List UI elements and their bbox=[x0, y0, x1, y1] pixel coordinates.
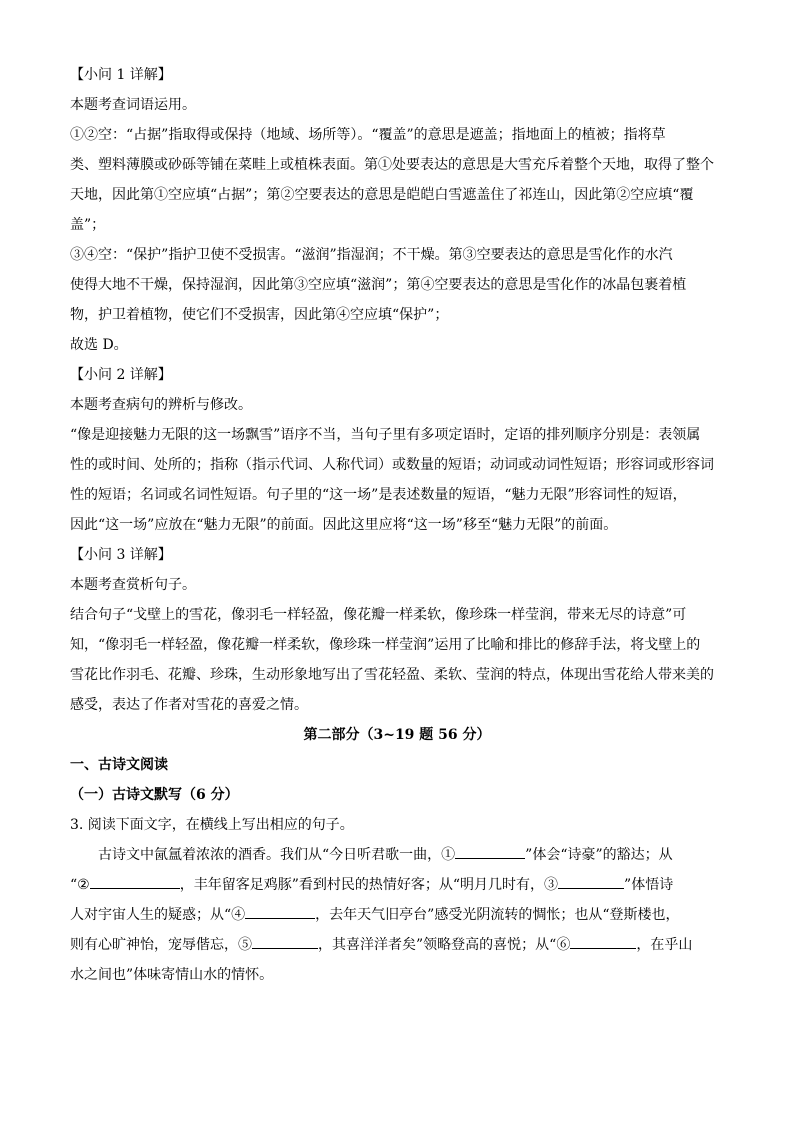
q1-line: 使得大地不干燥，保持湿润，因此第③空应填“滋润”；第④空要表达的意思是雪化作的冰晶包裹着植 bbox=[70, 277, 687, 293]
passage-text: ，其喜洋洋者矣”领略登高的喜悦；从“⑥ bbox=[318, 937, 571, 953]
section-heading: 一、古诗文阅读 bbox=[70, 757, 168, 773]
passage-line: 水之间也”体味寄情山水的情怀。 bbox=[70, 967, 274, 983]
subsection-heading: （一）古诗文默写（6 分） bbox=[70, 787, 239, 803]
q3-line: 知，“像羽毛一样轻盈，像花瓣一样柔软，像珍珠一样莹润”运用了比喻和排比的修辞手法，将戈壁上的 bbox=[70, 637, 701, 653]
q2-line: “像是迎接魅力无限的这一场飘雪”语序不当，当句子里有多项定语时，定语的排列顺序分别是：表领属 bbox=[70, 427, 701, 443]
answer-blank-2[interactable] bbox=[90, 870, 180, 889]
q2-heading: 【小问 2 详解】 bbox=[70, 367, 172, 383]
question-3-prompt: 3. 阅读下面文字，在横线上写出相应的句子。 bbox=[70, 817, 354, 833]
q1-intro: 本题考查词语运用。 bbox=[70, 97, 196, 113]
q1-line: 天地，因此第①空应填“占据”；第②空要表达的意思是皑皑白雪遮盖住了祁连山，因此第②空应填“覆 bbox=[70, 187, 694, 203]
answer-blank-1[interactable] bbox=[455, 840, 525, 859]
q2-intro: 本题考查病句的辨析与修改。 bbox=[70, 397, 252, 413]
passage-line bbox=[70, 900, 724, 930]
q1-line: ③④空：“保护”指护卫使不受损害。“滋润”指湿润；不干燥。第③空要表达的意思是雪化作的水汽 bbox=[70, 247, 673, 263]
q2-line: 性的短语；名词或名词性短语。句子里的“这一场”是表述数量的短语，“魅力无限”形容词性的短语， bbox=[70, 487, 687, 503]
passage-line bbox=[70, 840, 724, 870]
answer-blank-4[interactable] bbox=[245, 900, 315, 919]
passage-text: ，在乎山 bbox=[636, 937, 693, 953]
passage-text: 则有心旷神怡，宠辱偕忘，⑤ bbox=[70, 937, 252, 953]
passage-text: ”体悟诗 bbox=[624, 877, 674, 893]
passage-text: ”体会“诗豪”的豁达；从 bbox=[525, 847, 673, 863]
q3-intro: 本题考查赏析句子。 bbox=[70, 577, 196, 593]
q1-heading: 【小问 1 详解】 bbox=[70, 67, 172, 83]
q3-line: 结合句子“戈壁上的雪花，像羽毛一样轻盈，像花瓣一样柔软，像珍珠一样莹润，带来无尽的诗意”可 bbox=[70, 607, 687, 623]
passage-text: ，丰年留客足鸡豚”看到村民的热情好客；从“明月几时有，③ bbox=[179, 877, 559, 893]
q1-line: 故选 D。 bbox=[70, 337, 128, 353]
q3-line: 雪花比作羽毛、花瓣、珍珠，生动形象地写出了雪花轻盈、柔软、莹润的特点，体现出雪花给人带来美的 bbox=[70, 667, 714, 683]
q3-line: 感受，表达了作者对雪花的喜爱之情。 bbox=[70, 697, 308, 713]
q1-line: 类、塑料薄膜或砂砾等铺在菜畦上或植株表面。第①处要表达的意思是大雪充斥着整个天地，取得了整个 bbox=[70, 157, 714, 173]
document-page bbox=[70, 60, 724, 990]
q1-line: 盖”； bbox=[70, 217, 106, 233]
q1-line: ①②空：“占据”指取得或保持（地域、场所等）。“覆盖”的意思是遮盖；指地面上的植被；指将草 bbox=[70, 127, 666, 143]
answer-blank-3[interactable] bbox=[558, 870, 624, 889]
q2-line: 性的或时间、处所的；指称（指示代词、人称代词）或数量的短语；动词或动词性短语；形容词或形容词 bbox=[70, 457, 714, 473]
passage-text: 人对宇宙人生的疑惑；从“④ bbox=[70, 907, 246, 923]
passage-text: ，去年天气旧亭台”感受光阴流转的惆怅；也从“登斯楼也， bbox=[315, 907, 680, 923]
q1-line: 物，护卫着植物，使它们不受损害，因此第④空应填“保护”； bbox=[70, 307, 449, 323]
q3-heading: 【小问 3 详解】 bbox=[70, 547, 172, 563]
part2-title: 第二部分（3~19 题 56 分） bbox=[303, 727, 491, 743]
passage-text: “② bbox=[70, 877, 90, 893]
passage-line bbox=[70, 870, 724, 900]
q2-line: 因此“这一场”应放在“魅力无限”的前面。因此这里应将“这一场”移至“魅力无限”的前面。 bbox=[70, 517, 618, 533]
answer-blank-6[interactable] bbox=[570, 930, 636, 949]
passage-text: 古诗文中氤氲着浓浓的酒香。我们从“今日听君歌一曲，① bbox=[98, 847, 456, 863]
answer-blank-5[interactable] bbox=[252, 930, 318, 949]
passage-line bbox=[70, 930, 724, 960]
